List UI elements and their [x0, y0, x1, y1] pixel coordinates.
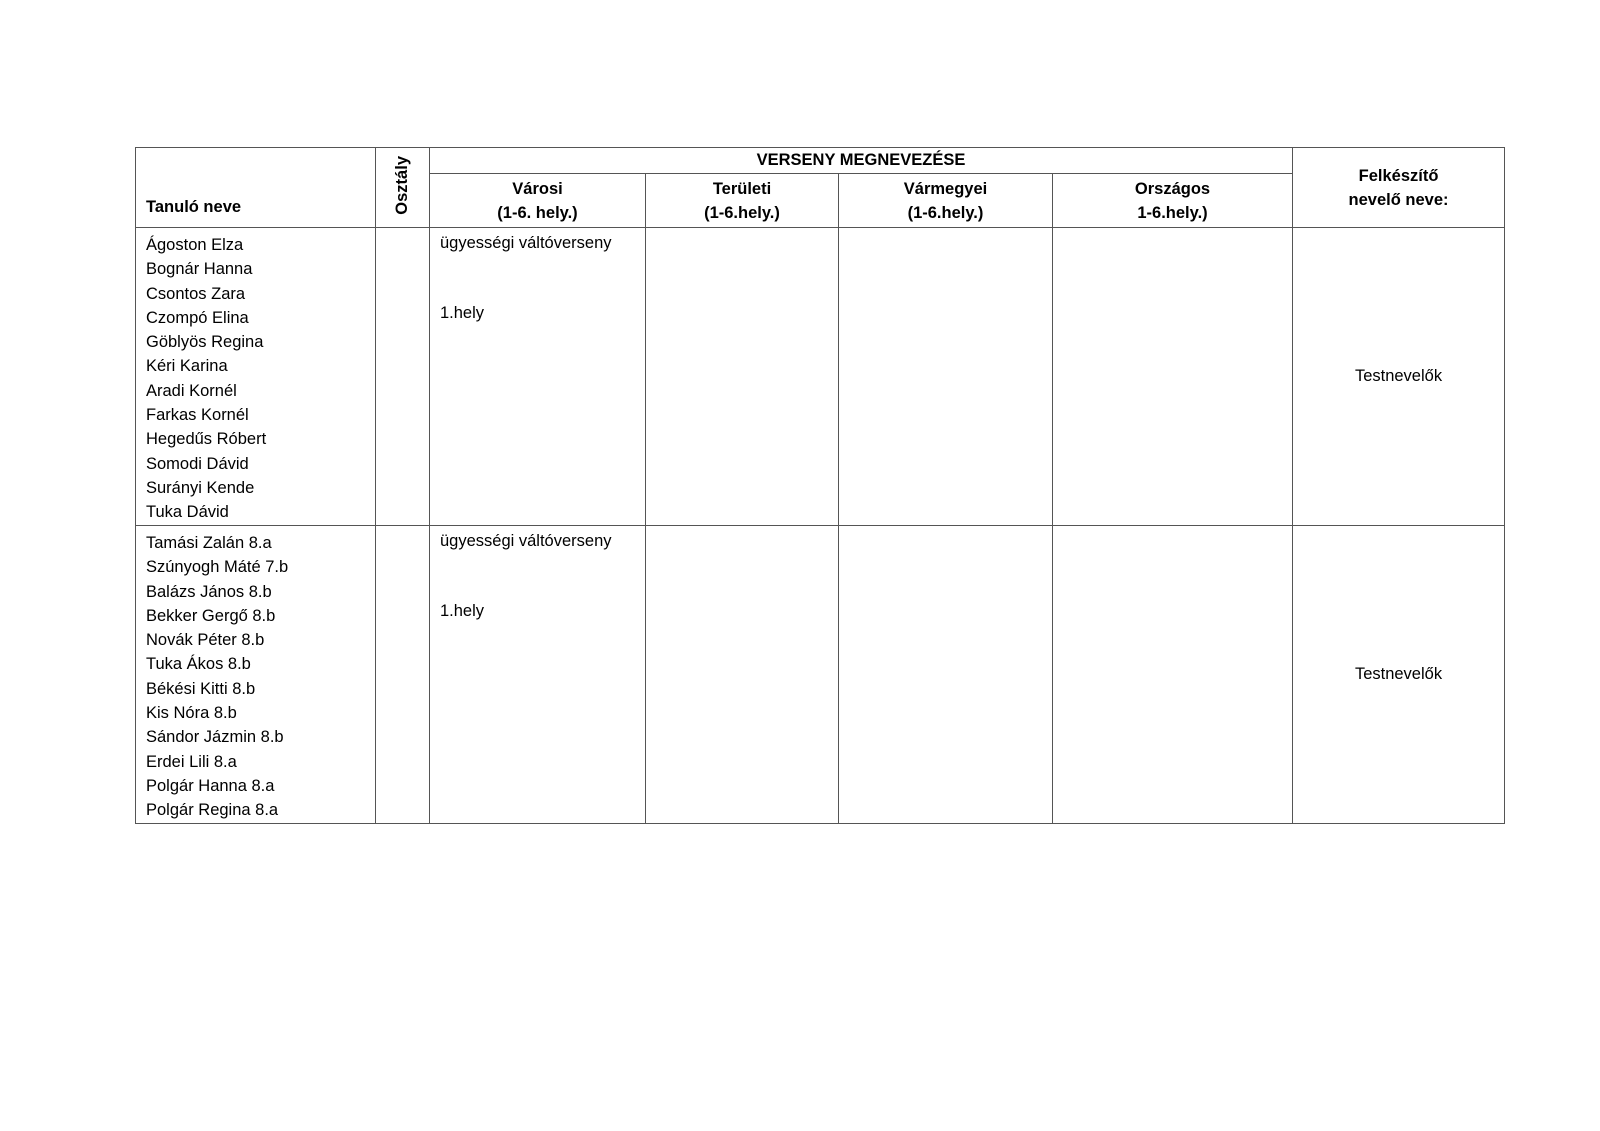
header-teacher-line1: Felkészítő	[1358, 166, 1439, 185]
student-name: Polgár Regina 8.a	[146, 801, 279, 820]
table-header	[136, 148, 1505, 228]
student-name: Novák Péter 8.b	[146, 631, 265, 650]
header-competition-group-label: VERSENY MEGNEVEZÉSE	[756, 151, 966, 169]
header-level-varosi	[430, 174, 646, 228]
student-name: Göblyös Regina	[146, 333, 264, 352]
header-competition-group	[430, 148, 1293, 174]
table-body	[136, 228, 1505, 824]
teacher-cell	[1293, 228, 1505, 526]
placement: 1.hely	[440, 304, 485, 322]
teacher-name: Testnevelők	[1354, 367, 1443, 385]
teruleti-cell	[646, 526, 839, 824]
varosi-cell	[430, 228, 646, 526]
student-names-cell	[136, 228, 376, 526]
student-name: Ágoston Elza	[146, 236, 244, 254]
header-level-varmegyei	[839, 174, 1053, 228]
student-name: Kéri Karina	[146, 357, 228, 376]
student-name: Csontos Zara	[146, 284, 246, 303]
student-name: Kis Nóra 8.b	[146, 704, 237, 723]
student-name: Tamási Zalán 8.a	[146, 534, 272, 552]
teruleti-cell	[646, 228, 839, 526]
student-name: Békési Kitti 8.b	[146, 679, 256, 698]
header-teacher	[1293, 148, 1505, 228]
level-name: Városi	[512, 179, 563, 198]
competition-results-table	[135, 147, 1505, 824]
level-name: Országos	[1134, 179, 1211, 198]
varosi-cell	[430, 526, 646, 824]
student-name: Somodi Dávid	[146, 454, 249, 473]
student-name: Tuka Dávid	[146, 503, 229, 522]
header-level-orszagos	[1053, 174, 1293, 228]
student-name: Farkas Kornél	[146, 406, 249, 425]
student-name: Bekker Gergő 8.b	[146, 606, 276, 625]
header-student-name	[136, 148, 376, 228]
student-name: Polgár Hanna 8.a	[146, 776, 275, 795]
level-range: 1-6.hely.)	[1137, 203, 1208, 222]
student-name: Tuka Ákos 8.b	[146, 655, 251, 674]
header-class-label: Osztály	[393, 155, 411, 215]
table-row	[136, 526, 1505, 824]
event-name: ügyességi váltóverseny	[440, 234, 612, 252]
varmegyei-cell	[839, 228, 1053, 526]
header-teacher-line2: nevelő neve:	[1348, 190, 1449, 209]
student-name: Aradi Kornél	[146, 381, 237, 400]
teacher-name: Testnevelők	[1354, 665, 1443, 683]
orszagos-cell	[1053, 526, 1293, 824]
level-name: Vármegyei	[903, 179, 988, 198]
header-class	[376, 148, 430, 228]
level-range: (1-6.hely.)	[704, 203, 780, 222]
header-level-teruleti	[646, 174, 839, 228]
event-name: ügyességi váltóverseny	[440, 532, 612, 550]
table-row	[136, 228, 1505, 526]
student-name: Bognár Hanna	[146, 260, 253, 279]
student-name: Szúnyogh Máté 7.b	[146, 558, 289, 577]
class-cell	[376, 526, 430, 824]
student-name: Sándor Jázmin 8.b	[146, 728, 284, 747]
varmegyei-cell	[839, 526, 1053, 824]
level-range: (1-6.hely.)	[907, 203, 984, 222]
placement: 1.hely	[440, 602, 485, 620]
class-cell	[376, 228, 430, 526]
student-names-cell	[136, 526, 376, 824]
student-name: Surányi Kende	[146, 478, 255, 497]
level-range: (1-6. hely.)	[497, 203, 578, 222]
teacher-cell	[1293, 526, 1505, 824]
orszagos-cell	[1053, 228, 1293, 526]
student-name: Balázs János 8.b	[146, 582, 272, 601]
level-name: Területi	[712, 179, 772, 198]
student-name: Erdei Lili 8.a	[146, 752, 237, 771]
student-name: Hegedűs Róbert	[146, 430, 267, 449]
header-student-name-label: Tanuló neve	[146, 198, 242, 216]
student-name: Czompó Elina	[146, 308, 249, 327]
